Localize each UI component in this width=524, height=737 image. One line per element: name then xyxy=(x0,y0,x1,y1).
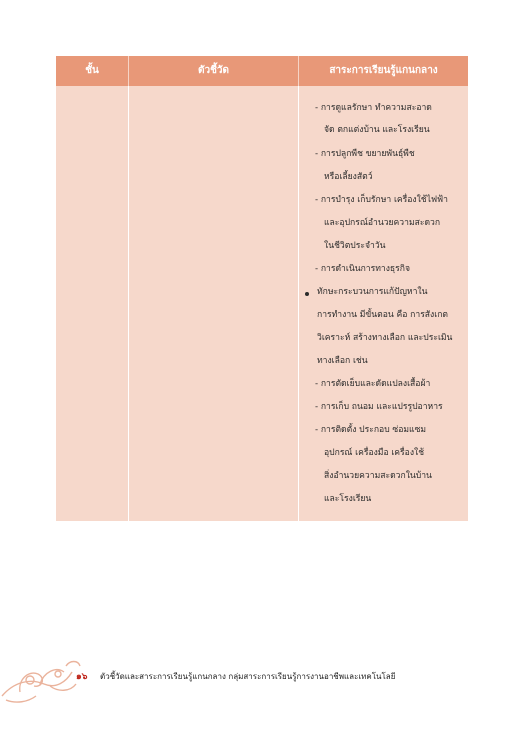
content-line: อุปกรณ์ เครื่องมือ เครื่องใช้ xyxy=(324,448,425,458)
content-line: และอุปกรณ์อำนวยความสะดวก xyxy=(324,218,441,228)
content-line: - การปลูกพืช ขยายพันธุ์พืช xyxy=(315,149,415,159)
header-indicators: ตัวชี้วัด xyxy=(197,65,229,76)
page-footer xyxy=(0,630,524,710)
content-line: - การตัดเย็บและดัดแปลงเสื้อผ้า xyxy=(315,379,431,389)
table-body xyxy=(56,86,468,521)
curriculum-table xyxy=(56,56,468,521)
bullet-point xyxy=(305,292,309,296)
content-line: ทางเลือก เช่น xyxy=(317,356,368,366)
content-line: - การดูแลรักษา ทำความสะอาด xyxy=(315,103,432,113)
content-line: - การดำเนินการทางธุรกิจ xyxy=(315,264,411,274)
column-divider xyxy=(128,86,129,521)
content-line: วิเคราะห์ สร้างทางเลือก และประเมิน xyxy=(317,333,453,343)
content-line: และโรงเรียน xyxy=(324,494,372,504)
content-line: ในชีวิตประจำวัน xyxy=(324,241,386,251)
content-line: หรือเลี้ยงสัตว์ xyxy=(324,172,373,182)
content-line: การทำงาน มีขั้นตอน คือ การสังเกต xyxy=(317,310,448,320)
page-number: ๑๖ xyxy=(76,672,88,682)
header-grade: ชั้น xyxy=(85,65,99,76)
footer-title: ตัวชี้วัดและสาระการเรียนรู้แกนกลาง กลุ่มสาระการเรียนรู้การงานอาชีพและเทคโนโลยี xyxy=(100,672,396,681)
content-line: - การติดตั้ง ประกอบ ซ่อมแซม xyxy=(315,425,427,435)
content-line: - การบำรุง เก็บรักษา เครื่องใช้ไฟฟ้า xyxy=(315,195,448,205)
content-line: จัด ตกแต่งบ้าน และโรงเรียน xyxy=(324,125,430,135)
content-line: - การเก็บ ถนอม และแปรรูปอาหาร xyxy=(315,402,443,412)
content-line: สิ่งอำนวยความสะดวกในบ้าน xyxy=(324,471,432,481)
table-header xyxy=(56,56,468,86)
content-line: ทักษะกระบวนการแก้ปัญหาใน xyxy=(317,287,428,297)
column-divider xyxy=(298,86,299,521)
header-core-content: สาระการเรียนรู้แกนกลาง xyxy=(329,65,438,76)
